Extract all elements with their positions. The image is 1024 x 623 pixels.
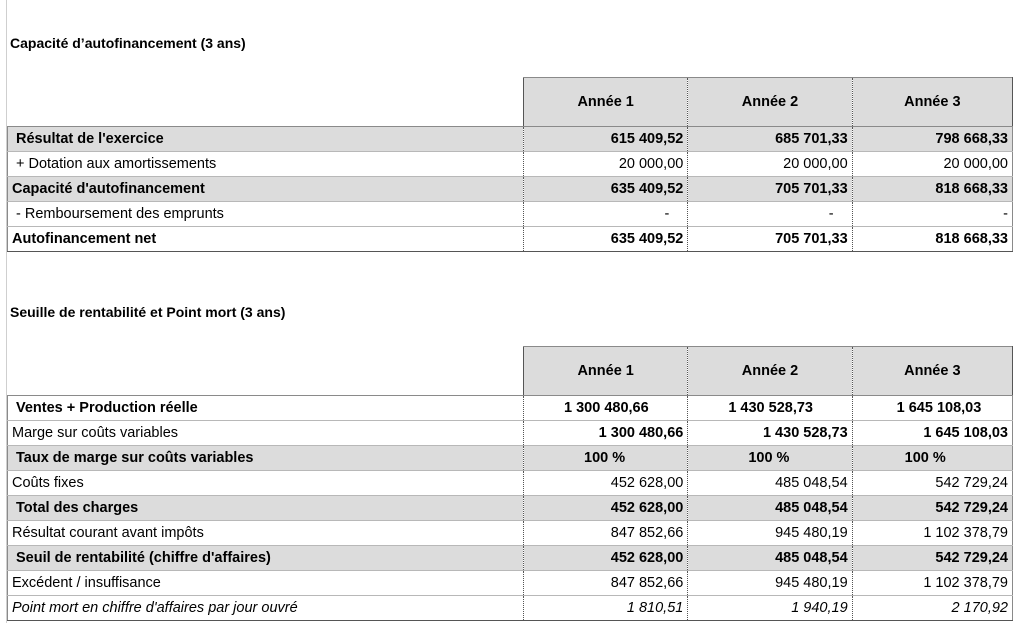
cell-year-1: 1 810,51 [524,596,688,621]
cell-year-2: 485 048,54 [688,546,852,571]
cell-year-1: 635 409,52 [524,227,688,252]
cell-year-3: 798 668,33 [852,127,1012,152]
cell-year-2: 705 701,33 [688,177,852,202]
cell-year-2: 705 701,33 [688,227,852,252]
cell-year-3: 818 668,33 [852,227,1012,252]
cell-year-3: 542 729,24 [852,496,1012,521]
caf-row-autofinancement-net [8,227,1013,252]
row-label: Taux de marge sur coûts variables [8,446,524,471]
seuil-row-total-charges [8,496,1013,521]
cell-year-3: 20 000,00 [852,152,1012,177]
row-label: Résultat de l'exercice [8,127,524,152]
row-label: Point mort en chiffre d'affaires par jour ouvré [8,596,524,621]
cell-year-2: 20 000,00 [688,152,852,177]
cell-year-1: 1 300 480,66 [524,396,688,421]
cell-year-3: 1 102 378,79 [852,571,1012,596]
cell-year-1: 452 628,00 [524,496,688,521]
seuil-row-resultat-courant [8,521,1013,546]
seuil-row-point-mort [8,596,1013,621]
cell-year-3: 542 729,24 [852,546,1012,571]
row-label: Ventes + Production réelle [8,396,524,421]
cell-year-1: 452 628,00 [524,546,688,571]
caf-row-resultat [8,127,1013,152]
seuil-row-excedent [8,571,1013,596]
caf-header-year-2: Année 2 [688,78,852,127]
cell-year-2: 485 048,54 [688,496,852,521]
seuil-row-seuil-rentabilite [8,546,1013,571]
row-label: Total des charges [8,496,524,521]
cell-year-3: 1 645 108,03 [852,396,1012,421]
row-label: Seuil de rentabilité (chiffre d'affaires) [8,546,524,571]
seuil-header-row [8,347,1013,396]
row-label: - Remboursement des emprunts [8,202,524,227]
seuil-row-marge [8,421,1013,446]
cell-year-1: - [524,202,688,227]
row-label: Excédent / insuffisance [8,571,524,596]
cell-year-3: 818 668,33 [852,177,1012,202]
caf-header-row [8,78,1013,127]
cell-year-1: 615 409,52 [524,127,688,152]
row-label: Marge sur coûts variables [8,421,524,446]
cell-year-1: 847 852,66 [524,521,688,546]
caf-row-dotation [8,152,1013,177]
caf-header-year-1: Année 1 [524,78,688,127]
seuil-table [7,346,1013,621]
cell-year-2: 945 480,19 [688,521,852,546]
cell-year-3: 2 170,92 [852,596,1012,621]
cell-year-1: 100 % [524,446,688,471]
cell-year-2: 945 480,19 [688,571,852,596]
caf-table [7,77,1013,252]
cell-year-1: 847 852,66 [524,571,688,596]
cell-year-2: - [688,202,852,227]
cell-year-2: 485 048,54 [688,471,852,496]
seuil-row-taux-marge [8,446,1013,471]
row-label: + Dotation aux amortissements [8,152,524,177]
cell-year-3: 1 645 108,03 [852,421,1012,446]
caf-section-title: Capacité d’autofinancement (3 ans) [10,35,246,51]
row-label: Capacité d'autofinancement [8,177,524,202]
cell-year-3: 1 102 378,79 [852,521,1012,546]
cell-year-2: 685 701,33 [688,127,852,152]
row-label: Coûts fixes [8,471,524,496]
cell-year-1: 452 628,00 [524,471,688,496]
seuil-header-blank [8,347,524,396]
row-label: Résultat courant avant impôts [8,521,524,546]
caf-row-remboursement [8,202,1013,227]
caf-row-capacite [8,177,1013,202]
seuil-header-year-3: Année 3 [852,347,1012,396]
cell-year-2: 1 430 528,73 [688,421,852,446]
cell-year-3: - [852,202,1012,227]
cell-year-1: 635 409,52 [524,177,688,202]
seuil-row-ventes [8,396,1013,421]
cell-year-3: 100 % [852,446,1012,471]
cell-year-3: 542 729,24 [852,471,1012,496]
cell-year-1: 20 000,00 [524,152,688,177]
seuil-header-year-2: Année 2 [688,347,852,396]
cell-year-1: 1 300 480,66 [524,421,688,446]
seuil-section-title: Seuille de rentabilité et Point mort (3 ans) [10,304,286,320]
row-label: Autofinancement net [8,227,524,252]
cell-year-2: 1 430 528,73 [688,396,852,421]
cell-year-2: 100 % [688,446,852,471]
seuil-row-couts-fixes [8,471,1013,496]
seuil-header-year-1: Année 1 [524,347,688,396]
caf-header-year-3: Année 3 [852,78,1012,127]
cell-year-2: 1 940,19 [688,596,852,621]
caf-header-blank [8,78,524,127]
